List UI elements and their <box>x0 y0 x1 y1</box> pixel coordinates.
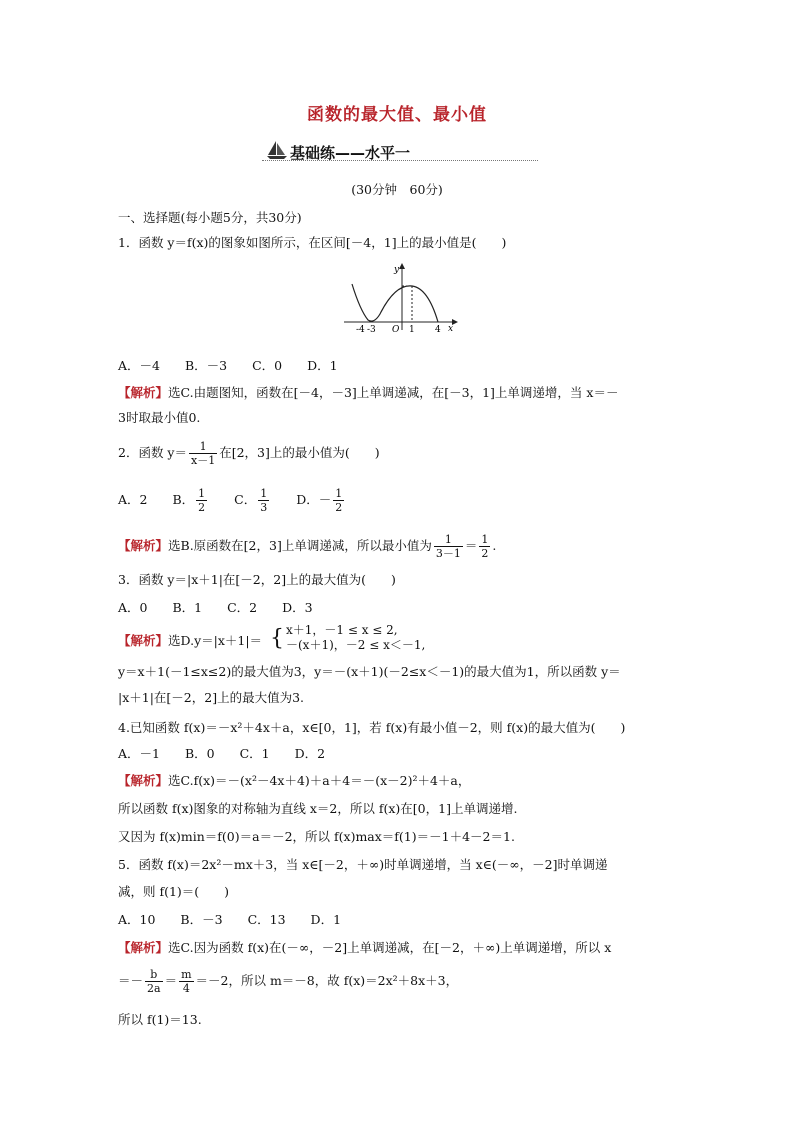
q3-case2: －(x＋1)，－2 ≤ x＜－1, <box>286 638 426 652</box>
page-title: 函数的最大值、最小值 <box>307 105 487 125</box>
q2-solution: 选B.原函数在[2，3]上单调递减，所以最小值为 <box>168 538 432 553</box>
q1-analysis-tag: 【解析】 <box>118 385 169 400</box>
q4-stem: 4.已知函数 f(x)＝－x²＋4x＋a，x∈[0，1]，若 f(x)有最小值－2，则 f(x)的最大值为( ) <box>118 720 626 735</box>
q1-options: A．－4 B．－3 C．0 D．1 <box>118 358 338 373</box>
q3-brace: { <box>270 626 284 651</box>
q3-solution-line2: y＝x＋1(－1≤x≤2)的最大值为3，y＝－(x＋1)(－2≤x＜－1)的最大值为1，所以函数 y＝ <box>118 664 621 679</box>
q4-analysis-tag: 【解析】 <box>118 773 169 788</box>
q2-option-d: D．－ <box>271 492 332 507</box>
q2-option-a: A．2 B． <box>118 492 195 507</box>
graph-tick-m4: -4 <box>356 325 365 334</box>
q5-options: A．10 B．－3 C．13 D．1 <box>118 912 342 927</box>
sailboat-icon <box>266 140 288 160</box>
q2-option-c: C． <box>209 492 257 507</box>
q2-analysis-tag: 【解析】 <box>118 538 169 553</box>
graph-tick-4: 4 <box>435 325 441 334</box>
q5-solution-line1: 选C.因为函数 f(x)在(－∞，－2]上单调递减，在[－2，＋∞)上单调递增，所以 x <box>168 940 612 955</box>
q3-options: A．0 B．1 C．2 D．3 <box>118 600 313 615</box>
q2-stem-pre: 2．函数 y＝ <box>118 445 187 460</box>
q3-case1: x＋1，－1 ≤ x ≤ 2, <box>286 623 398 637</box>
level-label: 基础练——水平一 <box>290 144 411 162</box>
q1-solution-line1: 选C.由题图知，函数在[－4，－3]上单调递减，在[－3，1]上单调递增，当 x＝－ <box>168 385 619 400</box>
q2-stem-post: 在[2，3]上的最小值为( ) <box>219 445 380 460</box>
graph-x-label: x <box>448 324 454 334</box>
divider <box>262 160 538 161</box>
q5-solution-line2: ＝－2，所以 m＝－8，故 f(x)＝2x²＋8x＋3， <box>195 973 459 988</box>
q3-solution-line3: |x＋1|在[－2，2]上的最大值为3. <box>118 690 305 705</box>
q3-stem: 3．函数 y＝|x＋1|在[－2，2]上的最大值为( ) <box>118 572 396 587</box>
q3-analysis-tag: 【解析】 <box>118 633 169 648</box>
time-note: (30分钟 60分) <box>351 182 443 197</box>
q1-function-graph <box>340 262 460 334</box>
q5-solution-line3: 所以 f(1)＝13. <box>118 1012 202 1027</box>
q3-solution-pre: 选D.y＝|x＋1|＝ <box>168 633 263 648</box>
graph-y-label: y <box>394 265 400 275</box>
q2-fraction: $\frac{1}{x-1}$ <box>191 440 216 467</box>
graph-tick-1: 1 <box>409 325 415 334</box>
q1-solution-line2: 3时取最小值0. <box>118 410 201 425</box>
q1-stem: 1．函数 y＝f(x)的图象如图所示，在区间[－4，1]上的最小值是( ) <box>118 235 507 250</box>
q4-solution-line2: 所以函数 f(x)图象的对称轴为直线 x＝2，所以 f(x)在[0，1]上单调递增. <box>118 801 518 816</box>
q4-options: A．－1 B．0 C．1 D．2 <box>118 746 326 761</box>
section-heading: 一、选择题(每小题5分，共30分) <box>118 210 302 225</box>
q5-analysis-tag: 【解析】 <box>118 940 169 955</box>
graph-tick-m3: -3 <box>367 325 376 334</box>
q4-solution-line1: 选C.f(x)＝－(x²－4x＋4)＋a＋4＝－(x－2)²＋4＋a， <box>168 773 471 788</box>
q4-solution-line3: 又因为 f(x)min＝f(0)＝a＝－2，所以 f(x)max＝f(1)＝－1＋4－2＝1. <box>118 829 515 844</box>
graph-origin-label: O <box>392 325 400 334</box>
q5-stem-line1: 5．函数 f(x)＝2x²－mx＋3，当 x∈[－2，＋∞)时单调递增，当 x∈(－∞，－2]时单调递 <box>118 857 608 872</box>
q5-stem-line2: 减，则 f(1)＝( ) <box>118 884 230 899</box>
